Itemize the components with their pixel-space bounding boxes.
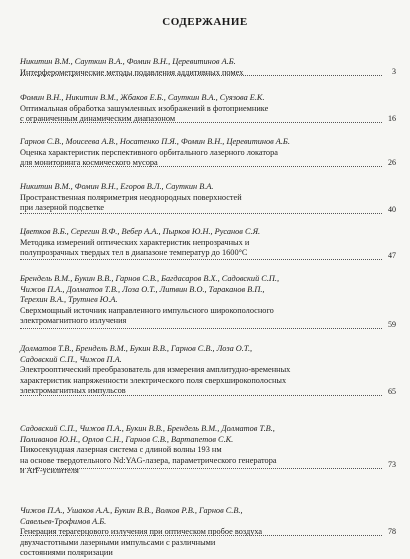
toc-heading: СОДЕРЖАНИЕ [162, 16, 248, 28]
toc-entry-title: Пространственная поляриметрия неоднородных поверхностей [20, 192, 242, 202]
toc-entry-authors: Савельев-Трофимов А.Б. [20, 516, 107, 526]
toc-entry-authors: Долматов Т.В., Брендель В.М., Букин В.В., Гарнов С.В., Лоза О.Т., [20, 344, 253, 353]
toc-entry-title: Интерферометрические методы подавления аддитивных помех [20, 67, 244, 77]
toc-entry-page-number: 26 [388, 158, 396, 167]
toc-entry-title: электромагнитного излучения [20, 316, 127, 325]
toc-entry-authors: Поливанов Ю.Н., Орлов С.Н., Гарнов С.В., Вартапетов С.К. [20, 434, 234, 444]
toc-entry-title: Оптимальная обработка зашумленных изображений в фотоприемнике [20, 103, 269, 113]
toc-entry-page-number: 16 [388, 114, 396, 123]
toc-entry-page-number: 59 [388, 320, 396, 329]
toc-entry[interactable] [20, 182, 396, 214]
toc-entry-authors: Садовский С.П., Чижов П.А., Букин В.В., Брендель В.М., Долматов Т.В., [20, 424, 275, 433]
toc-entry-page-number: 73 [388, 460, 396, 469]
toc-entry-authors: Никитин В.М., Фомин В.Н., Егоров В.Л., Сауткин В.А. [20, 182, 214, 191]
toc-dot-leader [20, 535, 382, 536]
toc-entry-title: Сверхмощный источник направленного импульсного широкополосного [20, 305, 274, 315]
toc-entry[interactable] [20, 137, 396, 169]
toc-entry-authors: Чижов П.А., Долматов Т.В., Лоза О.Т., Литвин В.О., Тараканов В.П., [20, 284, 265, 294]
toc-entry-page-number: 78 [388, 527, 396, 536]
toc-entry-title: Электрооптический преобразователь для измерения амплитудно-временных [20, 365, 291, 374]
toc-entry-title: состояниями поляризации [20, 548, 113, 557]
toc-entry-title: при лазерной подсветке [20, 203, 105, 212]
toc-dot-leader [20, 328, 382, 329]
toc-entry-authors: Терехин В.А., Трутнев Ю.А. [20, 295, 118, 304]
toc-entry-title: двухчастотными лазерными импульсами с различными [20, 537, 216, 547]
toc-entry-title: Методика измерений оптических характеристик непрозрачных и [20, 237, 250, 247]
toc-entry-page-number: 40 [388, 205, 396, 214]
toc-entry-title: полупрозрачных твердых тел в диапазоне температур до 1600°C [20, 248, 248, 257]
toc-entry-title: Генерация терагерцового излучения при оптическом пробое воздуха [20, 527, 263, 536]
toc-entry-authors: Гарнов С.В., Моисеева А.В., Носатенко П.Я., Фомин В.Н., Церевитинов А.Б. [20, 137, 290, 146]
toc-entry-page-number: 3 [392, 67, 396, 76]
toc-entry-authors: Фомин В.Н., Никитин В.М., Жбаков Е.Б., Сауткин В.А., Суязова Е.К. [20, 93, 265, 102]
toc-dot-leader [20, 166, 382, 167]
toc-entry[interactable] [20, 274, 396, 327]
toc-dot-leader [20, 259, 382, 260]
toc-entry-title: электромагнитных импульсов [20, 386, 126, 395]
toc-entry-title: Оценка характеристик перспективного орбитального лазерного локатора [20, 147, 278, 157]
toc-dot-leader [20, 468, 382, 469]
toc-entry-title: на основе твердотельного Nd:YAG-лазера, параметрического генератора [20, 455, 277, 465]
toc-entry-authors: Чижов П.А., Ушаков А.А., Букин В.В., Волков Р.В., Гарнов С.В., [20, 506, 243, 515]
toc-entry-authors: Никитин В.М., Сауткин В.А., Фомин В.Н., Церевитинов А.Б. [20, 57, 236, 66]
toc-dot-leader [20, 213, 382, 214]
toc-entry-authors: Садовский С.П., Чижов П.А. [20, 354, 122, 364]
toc-entry-title: характеристик напряженности электрического поля сверхширокополосных [20, 375, 287, 385]
toc-entry-title: Пикосекундная лазерная система с длиной волны 193 нм [20, 445, 222, 454]
toc-entry-authors: Цветков В.Б., Серегин В.Ф., Вебер А.А., Пырков Ю.Н., Русанов С.Я. [20, 227, 261, 236]
toc-entry[interactable] [20, 227, 396, 259]
toc-entry[interactable] [20, 344, 396, 397]
toc-dot-leader [20, 395, 382, 396]
toc-entry[interactable] [20, 57, 396, 78]
toc-dot-leader [20, 122, 382, 123]
toc-entry-title: с ограниченным динамическим диапазоном [20, 114, 176, 123]
toc-entry-page-number: 47 [388, 251, 396, 260]
toc-entry[interactable] [20, 506, 396, 559]
toc-entry-title: и ArF-усилителя [20, 466, 79, 475]
toc-dot-leader [20, 75, 382, 76]
toc-entry-page-number: 65 [388, 387, 396, 396]
toc-entry-title: для мониторинга космического мусора [20, 158, 158, 167]
toc-entry-authors: Брендель В.М., Букин В.В., Гарнов С.В., Багдасаров В.Х., Садовский С.П., [20, 274, 280, 283]
toc-entry[interactable] [20, 93, 396, 125]
toc-entry[interactable] [20, 424, 396, 477]
